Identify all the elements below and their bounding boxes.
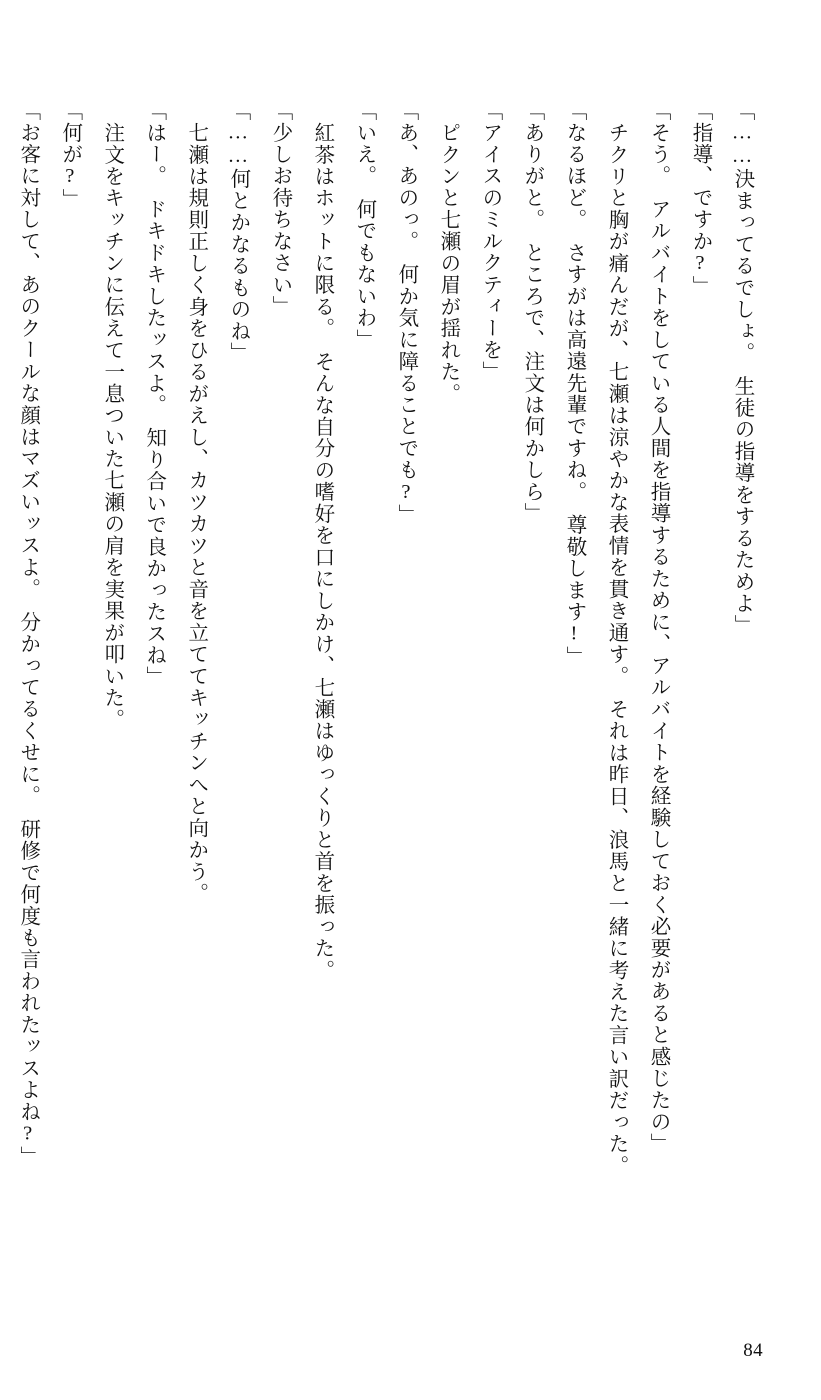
text-line: 「少しお待ちなさい」 bbox=[268, 100, 291, 318]
vertical-text-body bbox=[16, 100, 763, 1240]
text-line: 「そう。 アルバイトをしている人間を指導するために、アルバイトを経験しておく必要があると感じたの」 bbox=[646, 100, 669, 1155]
text-line: 紅茶はホットに限る。 そんな自分の嗜好を口にしかけ、七瀬はゆっくりと首を振った。 bbox=[310, 121, 333, 981]
text-line: チクリと胸が痛んだが、七瀬は涼やかな表情を貫き通す。 それは昨日、浪馬と一緒に考えた言い訳だった。 bbox=[604, 121, 627, 1177]
text-line: 「……決まってるでしょ。 生徒の指導をするためよ」 bbox=[731, 100, 753, 636]
text-line: 「指導、ですか?」 bbox=[688, 100, 711, 298]
text-line: 「ありがと。 ところで、注文は何かしら」 bbox=[520, 100, 543, 525]
text-line: 「あ、あのっ。 何か気に障ることでも?」 bbox=[394, 100, 417, 526]
text-line: ピクンと七瀬の眉が揺れた。 bbox=[436, 121, 459, 405]
text-line: 「お客に対して、あのクールな顔はマズいッスよ。 分かってるくせに。 研修で何度も言われたッスよね?」 bbox=[16, 100, 39, 1168]
text-line: 「アイスのミルクティーを」 bbox=[478, 100, 501, 383]
text-line: 「……何とかなるものね」 bbox=[226, 100, 249, 364]
text-line: 注文をキッチンに伝えて一息ついた七瀬の肩を実果が叩いた。 bbox=[100, 121, 123, 730]
text-line bbox=[0, 100, 7, 1240]
text-line: 七瀬は規則正しく身をひるがえし、カツカツと音を立ててキッチンへと向かう。 bbox=[184, 121, 207, 904]
text-line: 「いえ。 何でもないわ」 bbox=[352, 100, 375, 351]
text-line: 「はー。 ドキドキしたッスよ。 知り合いで良かったスね」 bbox=[142, 100, 165, 688]
text-line: 「なるほど。 さすがは高遠先輩ですね。 尊敬します!」 bbox=[562, 100, 585, 668]
text-line: 「何が?」 bbox=[58, 100, 81, 211]
page-number: 84 bbox=[743, 1340, 763, 1361]
